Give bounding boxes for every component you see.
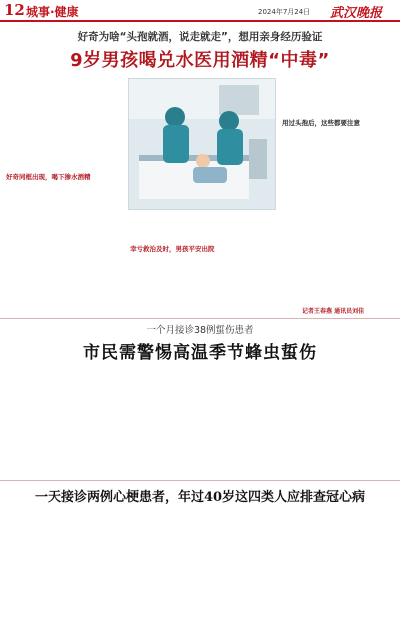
story2-col3-text	[202, 364, 294, 478]
story1-col2-text	[130, 228, 202, 316]
story2-col2-text	[104, 364, 196, 478]
issue-date: 2024年7月24日	[258, 8, 311, 16]
story1-subtitle: 好奇为啥“头孢就酒，说走就走”，想用亲身经历验证	[77, 31, 323, 43]
story2-col4-text	[300, 322, 394, 478]
story1-col3-text	[206, 228, 278, 316]
story1-headline: 9岁男孩喝兑水医用酒精“中毒”	[70, 50, 330, 71]
story1-signature: 记者王春燕 通讯员刘佳	[302, 308, 365, 315]
section-name: 城事·健康	[26, 5, 79, 19]
story3-col1-text	[6, 506, 98, 622]
story3-col2-text	[104, 506, 196, 622]
story3-col4-text	[300, 506, 394, 614]
story1-photo	[128, 78, 276, 210]
divider-rule	[0, 480, 400, 481]
story2-subtitle: 一个月接诊38例蜇伤患者	[146, 325, 254, 336]
hospital-photo-illustration	[129, 79, 276, 210]
story1-col1-text	[6, 182, 124, 316]
story1-intro	[6, 80, 122, 158]
story1-subhead-2: 幸亏救治及时，男孩平安出院	[130, 245, 215, 253]
story2-col1-text	[6, 364, 98, 478]
page-masthead	[0, 0, 400, 22]
story3-headline: 一天接诊两例心梗患者，年过40岁这四类人应排查冠心病	[34, 490, 366, 505]
story2-headline: 市民需警惕高温季节蜂虫蜇伤	[83, 343, 317, 363]
story1-col4-text-b	[282, 128, 394, 304]
story1-subhead-1: 好奇同框出现，喝下掺水酒精	[6, 173, 91, 181]
divider-rule	[0, 318, 400, 319]
story1-col4-text	[282, 80, 394, 120]
story1-subhead-3: 用过头孢后，这些都要注意	[282, 119, 360, 127]
story3-col3-text	[202, 506, 294, 622]
newspaper-logo: 武汉晚报	[330, 6, 383, 21]
page-number: 12	[4, 1, 25, 19]
